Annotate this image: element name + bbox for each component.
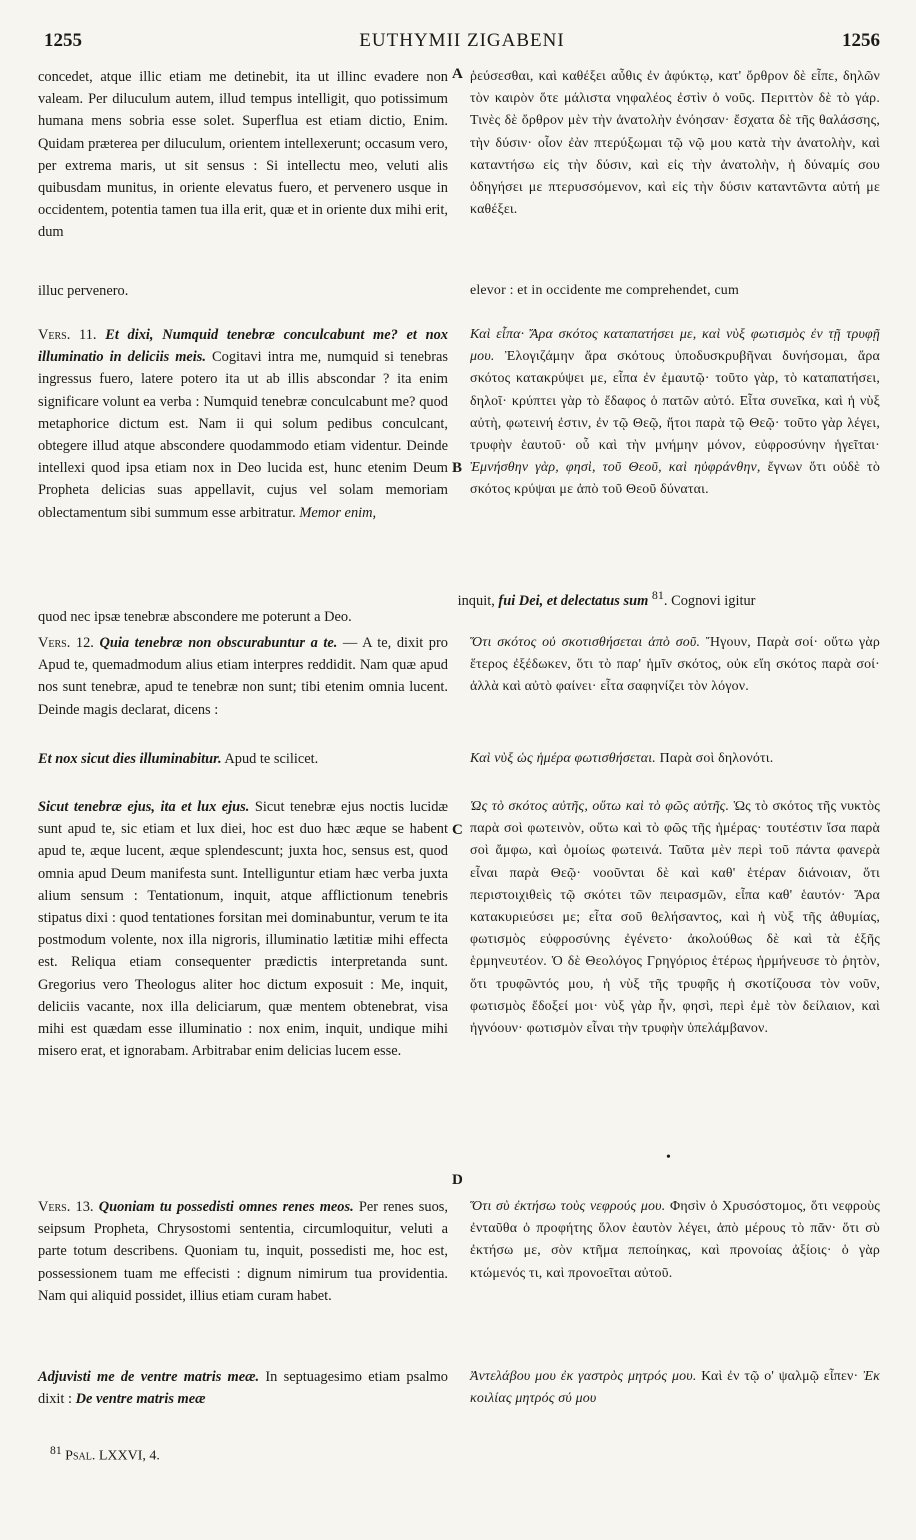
sicut-paragraph bbox=[38, 796, 448, 1062]
running-title: EUTHYMII ZIGABENI bbox=[359, 30, 565, 51]
verse-commentary: Cogitavi intra me, numquid si tenebras ingressus fuero, latere potero ita ut ab illis abscondar ? ita enim significare volunt ea verba : Numquid tenebræ conculcabunt me? quod metaphorice dictum est. Nam ii qui solum pedibus conculcant, obtegere illud atque abscondere quodammodo etiam videntur. Deinde intellexi quod ipsa etiam nox in Deo lucida est, hunc etenim Deum Propheta delicias suas appellavit, cujus vel solam memoriam oblectamentum sibi summum esse arbitratur. bbox=[38, 349, 448, 521]
latin-vers-13 bbox=[38, 1196, 448, 1307]
footnote-number: 81 bbox=[50, 1444, 62, 1457]
adjuvisti-paragraph bbox=[38, 1366, 448, 1410]
latin-vers-12 bbox=[38, 632, 448, 721]
greek-commentary: Φησὶν ὁ Χρυσόστομος, ὅτι νεφροὺς ἐνταῦθα ὁ προφήτης ὅλον ἑαυτὸν λέγει, ἀπὸ μέρους τὸ πᾶν· ὅτι σὺ ἐκτήσω με, σὸν κτῆμα πεποίηκας, καὶ προνοίας ἀξίοις· ὁ γὰρ κτώμενός τι, καὶ προνοεῖται αὐτοῦ. bbox=[470, 1199, 880, 1281]
verse-lemma: Et nox sicut dies illuminabitur. bbox=[38, 751, 222, 767]
greek-sicut-paragraph bbox=[470, 796, 880, 1040]
print-mark: • bbox=[666, 1150, 671, 1165]
greek-nox-paragraph bbox=[470, 748, 880, 770]
line-end: . Cognovi igitur bbox=[663, 592, 756, 609]
vers-12-paragraph bbox=[38, 632, 448, 721]
greek-vers-11 bbox=[470, 324, 880, 502]
greek-commentary-end: ἔγνων ὅτι οὐδὲ τὸ σκότος κρύψαι με ἀπὸ τοῦ Θεοῦ δύναται. bbox=[470, 460, 880, 498]
verse-commentary: Sicut tenebræ ejus noctis lucidæ sunt apud te, sic etiam et lux diei, hoc est duo hæc æque se habent apud te, æque lucent, æque splendescunt; juxta hoc, sensus est, quod omnia apud Deum manifesta sunt. Intelliguntur etiam hæc verba juxta alium sensum : Tentationum, inquit, atque afflictionum tenebris stipatus dixi : quod tentationes forsitan mei dominabuntur, verum te ita postmodum volente, nox illa nigroris, illuminatio lætitiæ mihi effecta est. Reliqua etiam consequenter prædictis interpretanda sunt. Gregorius vero Theologus aliter hoc dictum exposuit : Me, inquit, deliciis vacante, nox illa deliciarum, quæ mentem obtenebrat, visa mihi est quædam esse illuminatio : nox enim, inquit, undique mihi misero erat, et ignorabam. Arbitrabar enim delicias lucem esse. bbox=[38, 799, 448, 1060]
memor-quote: Memor enim, bbox=[299, 504, 377, 521]
verse-commentary: Apud te scilicet. bbox=[224, 751, 319, 767]
verse-label: Vers. 13. bbox=[38, 1199, 94, 1215]
full-width-line-3 bbox=[38, 606, 880, 628]
latin-continuation: elevor : et in occidente me comprehendet, cum bbox=[470, 283, 739, 298]
greek-lemma: Ὡς τὸ σκότος αὐτῆς, οὕτω καὶ τὸ φῶς αὐτῆς. bbox=[470, 799, 730, 814]
latin-vers-11 bbox=[38, 324, 448, 524]
footnote bbox=[50, 1444, 160, 1465]
latin-adjuvisti bbox=[38, 1366, 448, 1410]
verse-lemma: Sicut tenebræ ejus, ita et lux ejus. bbox=[38, 799, 250, 815]
greek-commentary: Καὶ ἐν τῷ ο' ψαλμῷ εἶπεν· bbox=[701, 1369, 859, 1384]
greek-commentary: Ἤγουν, Παρὰ σοί· οὕτω γὰρ ἕτερος ἐξέδωκεν, ὅτι τὸ παρ' ἡμῖν σκότος, οὐκ εἴη σκότος παρὰ σοί· ἀλλὰ καὶ αὐτὸ φαίνει· εἶτα σαφηνίζει τὸν λόγον. bbox=[470, 635, 880, 695]
greek-vers-13 bbox=[470, 1196, 880, 1285]
footnote-text: Psal. LXXVI, 4. bbox=[65, 1448, 160, 1464]
running-header bbox=[44, 30, 880, 54]
margin-letter-c: C bbox=[452, 822, 463, 838]
greek-quote: Ἐμνήσθην γὰρ, φησὶ, τοῦ Θεοῦ, καὶ ηὐφράνθην, bbox=[470, 460, 761, 476]
verse-commentary: Per renes suos, seipsum Propheta, Chrysostomi sententia, circumloquitur, veluti a parte totum describens. Quoniam tu, inquit, possedisti me, hoc est, possessionem tuam me effecisti : dignum nimirum tua providentia. Nam qui aliquid possidet, illius etiam curam habet. bbox=[38, 1199, 448, 1304]
greek-vers-11-paragraph bbox=[470, 324, 880, 502]
deo: Deo. bbox=[324, 609, 352, 625]
greek-vers-12-paragraph bbox=[470, 632, 880, 699]
verse-lemma: Adjuvisti me de ventre matris meæ. bbox=[38, 1369, 260, 1385]
inquit: inquit, bbox=[457, 592, 495, 609]
margin-letter-b: B bbox=[452, 460, 463, 476]
page-number-left: 1255 bbox=[44, 30, 82, 51]
greek-adjuvisti-paragraph bbox=[470, 1366, 880, 1410]
vers-11-paragraph bbox=[38, 324, 448, 524]
latin-block-1 bbox=[38, 66, 448, 244]
page-number-right: 1256 bbox=[842, 30, 880, 51]
verse-commentary: — A te, dixit pro Apud te, quemadmodum alius etiam interpres reddidit. Nam quæ apud nos sunt tenebræ, apud te tenebræ non sunt; tibi etenim omnia lucent. Deinde magis declarat, dicens : bbox=[38, 635, 448, 718]
quote-lemma: fui Dei, et delectatus sum bbox=[498, 592, 649, 609]
margin-letter-a: A bbox=[452, 66, 463, 82]
greek-nox bbox=[470, 748, 880, 770]
greek-adjuvisti bbox=[470, 1366, 880, 1410]
quote-lemma: De ventre matris meæ bbox=[75, 1391, 206, 1408]
verse-lemma: Quia tenebræ non obscurabuntur a te. bbox=[99, 635, 338, 651]
greek-commentary: Ἐλογιζάμην ἄρα σκότους ὑποδυσκρυβῆναι δυνήσομαι, ἄρα σκότος κατακρύψει με, εἶπα ἐν ἐμαυτῷ· τοῦτο γὰρ, τὸ καταπατήσει, δηλοῖ· κρύπτει γὰρ τὸ ἔδαφος ὁ πατῶν αὐτό. Εἶτα συνεῖκα, καὶ ἡ νὺξ αὐτὴ, φωτεινή ἐστιν, ἐν τῷ Θεῷ, ἤτοι παρὰ τῷ Θεῷ· τοῦτο γὰρ λέγει, τρυφὴν ἑαυτοῦ· οὗ καὶ τὴν μνήμην μόνον, εὐφροσύνην ἡγεῖται· bbox=[470, 349, 880, 454]
greek-lemma: Καὶ εἶπα· Ἄρα σκότος καταπατήσει με, καὶ νὺξ φωτισμὸς ἐν τῇ τρυφῇ μου. bbox=[470, 327, 880, 365]
verse-commentary: In septuagesimo etiam psalmo dixit : bbox=[38, 1369, 448, 1408]
greek-sicut bbox=[470, 796, 880, 1040]
verse-lemma: Quoniam tu possedisti omnes renes meos. bbox=[98, 1199, 354, 1215]
verse-label: Vers. 12. bbox=[38, 635, 94, 651]
greek-commentary: Παρὰ σοὶ δηλονότι. bbox=[659, 751, 774, 766]
greek-block-1 bbox=[470, 66, 880, 221]
margin-letter-d: D bbox=[452, 1172, 463, 1188]
greek-paragraph: ῥεύσεσθαι, καὶ καθέξει αὖθις ἐν ἀφύκτῳ, κατ' ὄρθρον δὲ εἶπε, δηλῶν τὸν καιρὸν ὅτε μάλιστα νηφαλέος ἐστὶν ὁ νοῦς. Περιττὸν δὲ τὸ γάρ. Τινὲς δὲ ὄρθρον μὲν τὴν ἀνατολὴν ἐνόησαν· ἔσχατα δὲ τῆς θαλάσσης, τὴν δύσιν· οἷον ἐὰν πτερύξωμαι τῷ νῷ μου κατὰ τὴν ἀνατολὴν, καὶ καταντήσω εἰς τὴν δύσιν, καὶ εἰς τὴν ἀνατολὴν, ἡ δύναμίς σου ὁδηγήσει με πτερυσσόμενον, καὶ εἰς τὴν δύσιν καταντῶντα αὐτή με καθέξει. bbox=[470, 69, 880, 218]
latin-nox bbox=[38, 748, 448, 770]
verse-lemma: Et dixi, Numquid tenebræ conculcabunt me? et nox illuminatio in deliciis meis. bbox=[38, 327, 448, 366]
greek-lemma: Ἀντελάβου μου ἐκ γαστρὸς μητρός μου. bbox=[470, 1369, 697, 1384]
verse-label: Vers. 11. bbox=[38, 327, 97, 343]
greek-lemma: Καὶ νὺξ ὡς ἡμέρα φωτισθήσεται. bbox=[470, 751, 656, 766]
latin-sicut bbox=[38, 796, 448, 1062]
latin-paragraph: concedet, atque illic etiam me detinebit, ita ut illinc evadere non valeam. Per diluculum autem, illud tempus intelligit, quo potissimum humana mens sobria esse solet. Superflua est etiam dictio, Enim. Quidam præterea per diluculum, orientem intellexerunt; occasum vero, per extrema maris, ut sit sensus : Si intellectu meo, veluti alis quibusdam munitus, in oriente elevatus fuero, et pervenero usque in occidentem, potentia tamen tua illa erit, quæ et in oriente dux mihi erit, dum bbox=[38, 69, 448, 241]
latin-line: quod nec ipsæ tenebræ abscondere me poterunt a bbox=[38, 609, 321, 625]
greek-lemma: Ὅτι σὺ ἐκτήσω τοὺς νεφρούς μου. bbox=[470, 1199, 666, 1214]
latin-line-end: illuc pervenero. bbox=[38, 283, 129, 299]
greek-quote: Ἐκ κοιλίας μητρός σύ μου bbox=[470, 1369, 880, 1407]
greek-vers-12 bbox=[470, 632, 880, 699]
nox-paragraph bbox=[38, 748, 448, 770]
greek-lemma: Ὅτι σκότος οὐ σκοτισθήσεται ἀπὸ σοῦ. bbox=[470, 635, 701, 650]
greek-commentary: Ὡς τὸ σκότος τῆς νυκτὸς παρὰ σοὶ φωτεινὸν, οὕτω καὶ τὸ φῶς τῆς ἡμέρας· τουτέστιν ἴσα παρὰ σοὶ ἄμφω, καὶ ὁμοίως φωτεινά. Ταῦτα μὲν περὶ τοῦ πάντα φανερὰ εἶναι παρὰ Θεῷ· νοοῦνται δὲ καὶ καθ' ἑτέραν διάνοιαν, ὅτι περιστοιχιθεὶς τῷ σκότει τῶν πειρασμῶν, εἶπα καθ' ἑαυτόν· Ἄρα κατακυριεύσει με; εἶτα σοῦ θελήσαντος, καὶ ἡ νὺξ τῆς ἀθυμίας, φωτισμὸς εὐφροσύνης ἐγένετο· ἀκολούθως δὲ καὶ τὰ ἑξῆς ἑρμηνευτέον. Ὁ δὲ Θεολόγος Γρηγόριος ἑτέρως ἡρμήνευσε τὸ ῥητὸν, ὅτι τρυφῶντός μου, ἡ νὺξ τῆς τρυφῆς ἡ σκοτίζουσα τὸν νοῦν, φωτισμὸς ἔδοξεί μοι· νὺξ γὰρ ἦν, φησὶ, περὶ ἐμὲ τὸν δείλαιον, καὶ ἠγνόουν· φωτισμὸν εἶναι τὴν τρυφὴν ὑπελάμβανον. bbox=[470, 799, 880, 1037]
footnote-ref: 81 bbox=[651, 588, 664, 602]
vers-13-paragraph bbox=[38, 1196, 448, 1307]
full-width-line-1b bbox=[470, 280, 880, 302]
greek-vers-13-paragraph bbox=[470, 1196, 880, 1285]
